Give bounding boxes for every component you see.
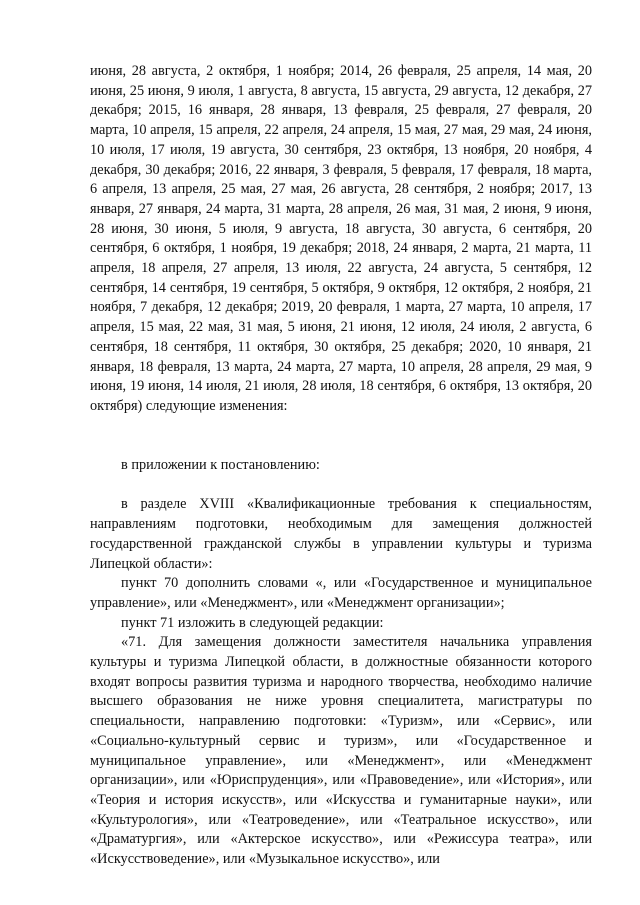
quote-paragraph: «71. Для замещения должности заместителя начальника управления культуры и туризма Липецкой области, в должностные обязанности которого входят вопросы развития туризма и народного творчества, необходимо наличие высшего образования не ниже уровня специалитета, магистратуры по специальности, направлению подготовки: «Туризм», или «Сервис», или «Социально-культурный сервис и туризм», или «Государственное и муниципальное управление», или «Менеджмент», или «Менеджмент организации», или «Юриспруденция», или «Правоведение», или «История», или «Теория и история искусств», или «Искусства и гуманитарные науки», или «Культурология», или «Театроведение», или «Театральное искусство», или «Драматургия», или «Актерское искусство», или «Режиссура театра», или «Искусствоведение», или «Музыкальное искусство», или: [90, 634, 592, 868]
section-paragraph: в разделе XVIII «Квалификационные требования к специальностям, направлениям подготовки, необходимым для замещения должностей государственной гражданской службы в управлении культуры и туризма Липецкой области»:: [90, 496, 592, 572]
appendix-line: в приложении к постановлению:: [121, 457, 320, 474]
blank-line: [90, 476, 592, 496]
blank-line: [90, 417, 592, 437]
item70-paragraph: пункт 70 дополнить словами «, или «Государственное и муниципальное управление», или «Менеджмент», или «Менеджмент организации»;: [90, 575, 592, 611]
blank-line: [90, 436, 592, 456]
dates-paragraph: июня, 28 августа, 2 октября, 1 ноября; 2014, 26 февраля, 25 апреля, 14 мая, 20 июня, 25 июня, 9 июля, 1 августа, 8 августа, 15 августа, 29 августа, 12 декабря, 27 декабря; 2015, 16 января, 28 января, 13 февраля, 25 февраля, 27 февраля, 20 марта, 10 апреля, 15 апреля, 22 апреля, 24 апреля, 15 мая, 27 мая, 29 мая, 24 июня, 10 июля, 17 июля, 19 августа, 30 сентября, 23 октября, 13 ноября, 20 ноября, 4 декабря, 30 декабря; 2016, 22 января, 3 февраля, 5 февраля, 17 февраля, 18 марта, 6 апреля, 13 апреля, 25 мая, 27 мая, 26 августа, 28 сентября, 2 ноября; 2017, 13 января, 27 января, 24 марта, 31 марта, 28 апреля, 26 мая, 31 мая, 2 июня, 9 июня, 28 июня, 30 июня, 5 июля, 9 августа, 18 августа, 30 августа, 6 сентября, 20 сентября, 6 октября, 1 ноября, 19 декабря; 2018, 24 января, 2 марта, 21 марта, 11 апреля, 18 апреля, 27 апреля, 13 июля, 22 августа, 24 августа, 5 сентября, 12 сентября, 14 сентября, 19 сентября, 5 октября, 9 октября, 12 октября, 2 ноября, 21 ноября, 7 декабря, 12 декабря; 2019, 20 февраля, 1 марта, 27 марта, 10 апреля, 17 апреля, 15 мая, 22 мая, 31 мая, 5 июня, 21 июня, 12 июля, 24 июля, 2 августа, 6 сентября, 18 сентября, 11 октября, 30 октября, 25 декабря; 2020, 10 января, 21 января, 18 февраля, 13 марта, 24 марта, 27 марта, 10 апреля, 28 апреля, 29 мая, 9 июня, 19 июня, 14 июля, 21 июля, 28 июля, 18 сентября, 6 октября, 13 октября, 20 октября) следующие изменения:: [90, 63, 592, 414]
item71-paragraph: пункт 71 изложить в следующей редакции:: [121, 614, 384, 631]
